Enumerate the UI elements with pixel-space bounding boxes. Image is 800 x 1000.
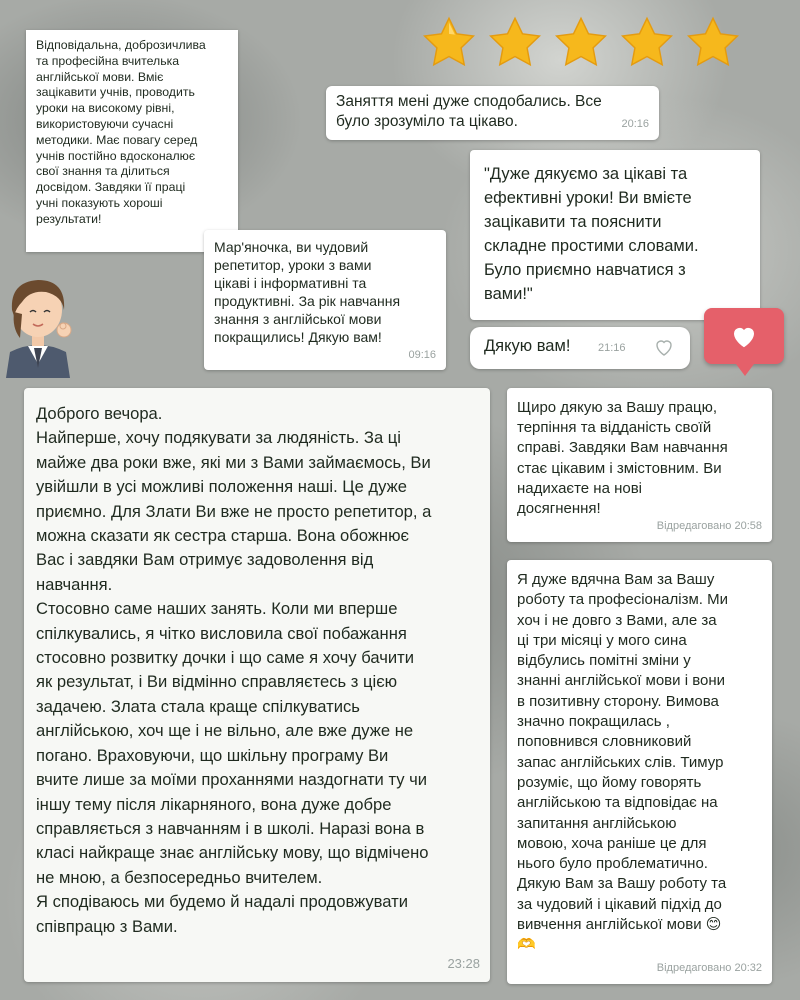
- like-badge: [704, 308, 784, 364]
- star-icon: [420, 14, 478, 72]
- star-icon: [552, 14, 610, 72]
- message-time: Відредаговано 20:32: [656, 961, 762, 974]
- review-card-7: [507, 560, 772, 984]
- review-text: Щиро дякую за Вашу працю, терпіння та відданість своїй справі. Завдяки Вам навчання стає цікавим і змістовним. Ви надихаєте на нові досягнення!: [517, 399, 728, 518]
- message-time: Відредаговано 20:58: [656, 519, 762, 532]
- star-icon: [618, 14, 676, 72]
- rating-stars: [420, 14, 750, 74]
- review-text: Я дуже вдячна Вам за Вашу роботу та професіоналізм. Ми хоч і не довго з Вами, але за ці три місяці у мого сина відбулись помітні зміни у знанні англійської мови і вони в позитивну сторону. Вимова значно покращилась , поповнився словниковий запас англійських слів. Тимур розуміє, що йому говорять англійською та відповідає на запитання англійською мовою, хоча раніше це для нього було проблематично. Дякую Вам за Вашу роботу та за чудовий і цікавий підхід до вивчення англійської мови 😊 🫶: [517, 571, 728, 954]
- star-icon: [486, 14, 544, 72]
- review-card-4: [204, 230, 446, 370]
- teacher-avatar-icon: [0, 268, 80, 378]
- review-text: Доброго вечора. Найперше, хочу подякувати за людяність. За ці майже два роки вже, які ми з Вами займаємось, Ви увійшли в усі можливі положення наші. Це дуже приємно. Для Злати Ви вже не просто репетитор, а можна сказати як сестра старша. Вона обожнює Вас і завдяки Вам отримує задоволення від навчання. Стосовно саме наших занять. Коли ми вперше спілкувались, я чітко висловила свої побажання стосовно розвитку дочки і що саме я хочу бачити як результат, і Ви відмінно справляєтесь з цією задачею. Злата стала краще спілкуватись англійською, хоч ще і не вільно, але вже дуже не погано. Враховуючи, що шкільну програму Ви вчите лише за моїми проханнями наздогнати ту чи іншу тему після лікарняного, вона дуже добре справляється з навчанням і в школі. Наразі вона в класі найкраще знає англійську мову, що відмічено не мною, а безпосередньо вчителем. Я сподіваюсь ми будемо й надалі продовжувати співпрацю з Вами.: [36, 404, 432, 936]
- review-text: Мар'яночка, ви чудовий репетитор, уроки з вами цікаві і інформативні та продуктивні. За рік навчання знання з англійської мови покращились! Дякую вам!: [214, 239, 401, 345]
- reply-time: 21:16: [598, 342, 626, 354]
- heart-outline-icon[interactable]: [652, 335, 676, 359]
- review-card-1: [26, 30, 238, 252]
- review-text: Заняття мені дуже сподобались. Все було зрозуміло та цікаво.: [336, 93, 602, 130]
- review-card-3: [470, 150, 760, 320]
- review-card-2: [326, 86, 659, 140]
- message-time: 23:28: [447, 955, 480, 971]
- review-card-5: [24, 388, 490, 982]
- review-text: Відповідальна, доброзичлива та професійна вчителька англійської мови. Вміє зацікавити учнів, проводить уроки на високому рівні, використовуючи сучасні методики. Має повагу серед учнів постійно вдосконалює свої знання та ділиться досвідом. Завдяки її праці учні показують хороші результати!: [36, 38, 206, 226]
- avatar: [0, 268, 80, 378]
- message-time: 09:16: [408, 349, 436, 361]
- reply-text: Дякую вам!: [484, 337, 571, 355]
- review-card-6: [507, 388, 772, 542]
- message-time: 20:16: [621, 118, 649, 130]
- heart-icon: [729, 321, 759, 351]
- review-text: "Дуже дякуємо за цікаві та ефективні уроки! Ви вмієте зацікавити та пояснити складне простими словами. Було приємно навчатися з вами!": [484, 165, 699, 303]
- star-icon: [684, 14, 742, 72]
- reply-card: [470, 327, 690, 369]
